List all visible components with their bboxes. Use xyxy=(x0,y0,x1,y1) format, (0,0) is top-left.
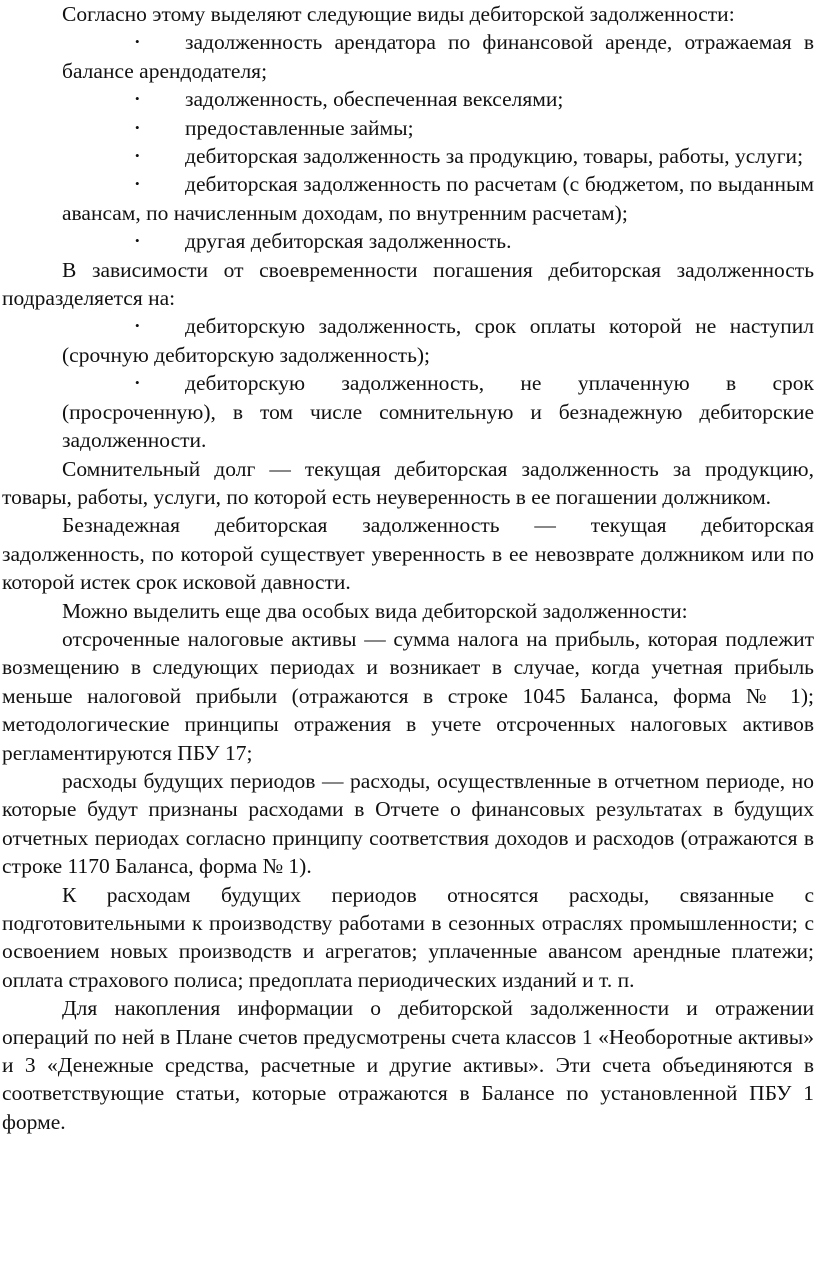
list-item-text: дебиторскую задолженность, срок оплаты которой не наступил (срочную дебиторскую задолженность); xyxy=(62,314,814,367)
list-item-text: дебиторская задолженность за продукцию, товары, работы, услуги; xyxy=(185,144,804,169)
paragraph-timeliness: В зависимости от своевременности погашения дебиторская задолженность подразделяется на: xyxy=(2,257,814,311)
list-item xyxy=(62,28,814,85)
bullet-icon: • xyxy=(135,318,140,334)
list-item-text: задолженность, обеспеченная векселями; xyxy=(185,87,564,112)
paragraph-bad-debt: Безнадежная дебиторская задолженность — текущая дебиторская задолженность, по которой существует уверенность в ее невозврате должником или по которой истек срок исковой давности. xyxy=(2,513,814,595)
list-item-text: дебиторскую задолженность, не уплаченную в срок (просроченную), в том числе сомнительную и безнадежную дебиторские задолженности. xyxy=(62,371,814,453)
paragraph-doubtful-debt: Сомнительный долг — текущая дебиторская задолженность за продукцию, товары, работы, услуги, по которой есть неуверенность в ее погашении должником. xyxy=(2,456,814,509)
bullet-icon: • xyxy=(135,375,140,391)
list-item xyxy=(62,85,814,113)
paragraph-accounts: Для накопления информации о дебиторской задолженности и отражении операций по ней в Плане счетов предусмотрены счета классов 1 «Необоротные активы» и 3 «Денежные средства, расчетные и другие активы». Эти счета объединяются в соответствующие статьи, которые отражаются в Балансе по установленной ПБУ 1 форме. xyxy=(2,996,814,1134)
list-item-text: предоставленные займы; xyxy=(185,115,414,140)
paragraph-deferred-tax: отсроченные налоговые активы — сумма налога на прибыль, которая подлежит возмещению в следующих периодах и возникает в случае, когда учетная прибыль меньше налоговой прибыли (отражаются в строке 1045 Баланса, форма № 1); методологические принципы отражения в учете отсроченных налоговых активов регламентируются ПБУ 17; xyxy=(2,626,814,765)
list-item xyxy=(62,142,814,170)
list-item xyxy=(62,312,814,369)
list-item xyxy=(62,114,814,142)
list-item-text: дебиторская задолженность по расчетам (с бюджетом, по выданным авансам, по начисленным доходам, по внутренним расчетам); xyxy=(62,172,814,225)
bullet-icon: • xyxy=(135,176,140,192)
bullet-icon: • xyxy=(135,119,140,135)
list-item xyxy=(62,227,814,255)
list-item xyxy=(62,369,814,454)
paragraph-deferred-expenses: расходы будущих периодов — расходы, осуществленные в отчетном периоде, но которые будут признаны расходами в Отчете о финансовых результатах в будущих отчетных периодах согласно принципу соответствия доходов и расходов (отражаются в строке 1170 Баланса, форма № 1). xyxy=(2,768,814,879)
list-item-text: задолженность арендатора по финансовой аренде, отражаемая в балансе арендодателя; xyxy=(62,30,814,83)
bullet-icon: • xyxy=(135,91,140,107)
list-item-text: другая дебиторская задолженность. xyxy=(185,229,512,254)
bullet-icon: • xyxy=(135,148,140,164)
paragraph-expense-examples: К расходам будущих периодов относятся расходы, связанные с подготовительными к производству работами в сезонных отраслях промышленности; с освоением новых производств и агрегатов; уплаченные авансом арендные платежи; оплата страхового полиса; предоплата периодических изданий и т. п. xyxy=(2,882,814,992)
paragraph-special-types: Можно выделить еще два особых вида дебиторской задолженности: xyxy=(62,598,688,623)
list-item xyxy=(62,170,814,227)
paragraph-intro: Согласно этому выделяют следующие виды дебиторской задолженности: xyxy=(62,2,735,26)
bullet-icon: • xyxy=(135,233,140,249)
bullet-icon: • xyxy=(135,34,140,50)
